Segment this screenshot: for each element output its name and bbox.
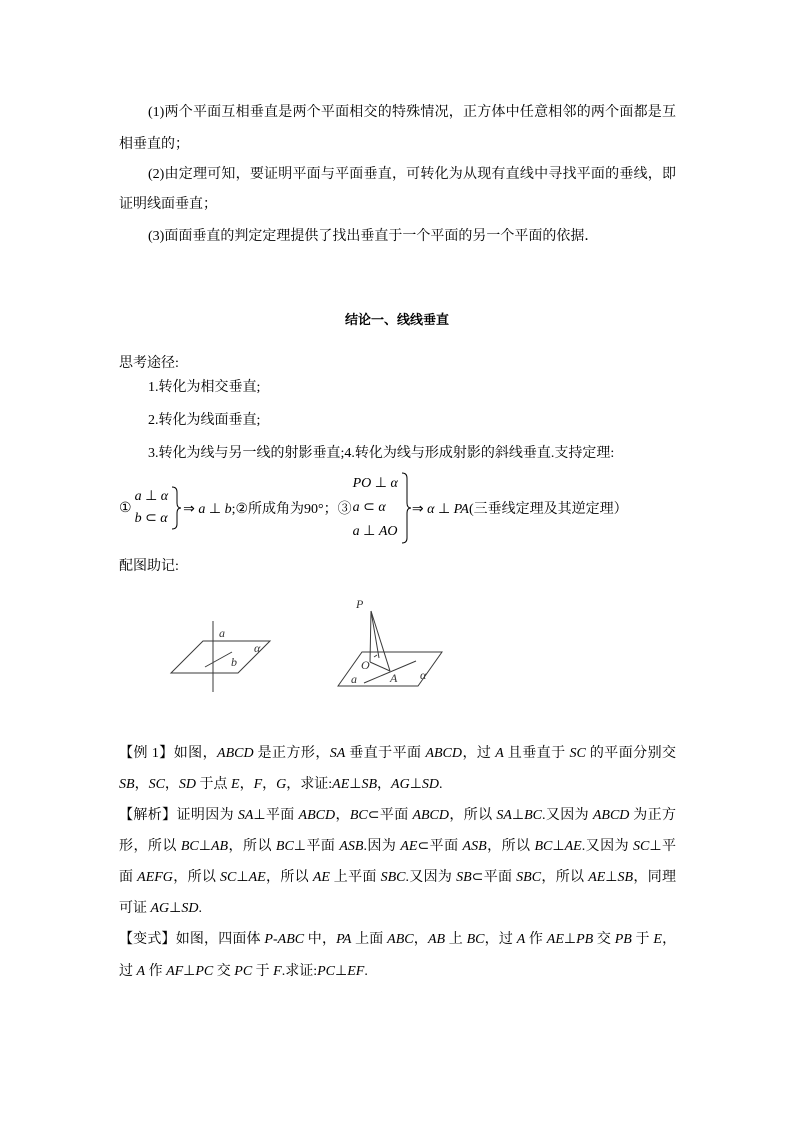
- math-variable: ABCD: [425, 746, 463, 761]
- math-variable: α: [378, 500, 386, 515]
- approach-label: 思考途径:: [119, 356, 179, 371]
- figure-line-perpendicular-plane: [160, 612, 290, 702]
- figure-caption: 配图助记:: [119, 559, 179, 574]
- math-variable: PO: [352, 476, 372, 491]
- math-variable: AE: [332, 777, 350, 792]
- premise-1-1: a ⊥ α: [134, 489, 169, 504]
- math-variable: a: [198, 502, 206, 517]
- math-variable: BC: [275, 839, 294, 854]
- note-1-line-2: 相垂直的；: [119, 137, 189, 152]
- line-b-segment: [205, 652, 232, 667]
- variant-line-1: 【变式】如图，四面体 P-ABC 中，PA 上面 ABC，AB 上 BC，过 A 作 AE⊥PB 交 PB 于 E，: [119, 932, 677, 947]
- math-variable: A: [136, 964, 146, 979]
- segment-oa: [370, 662, 390, 671]
- plane-alpha-label: α: [254, 641, 261, 655]
- math-variable: P: [264, 932, 273, 947]
- note-1-line-1: (1)两个平面互相垂直是两个平面相交的特殊情况，正方体中任意相邻的两个面都是互: [148, 105, 676, 120]
- math-variable: ASB: [462, 839, 487, 854]
- math-variable: PC: [234, 964, 253, 979]
- math-variable: b: [134, 511, 142, 526]
- point-a-label: A: [390, 671, 398, 685]
- math-variable: AF: [166, 964, 184, 979]
- note-2-line-2: 证明线面垂直；: [119, 197, 217, 212]
- math-variable: b: [224, 502, 232, 517]
- math-variable: F: [253, 777, 263, 792]
- approach-item-1: 1.转化为相交垂直;: [148, 380, 261, 395]
- math-variable: A: [495, 746, 504, 761]
- math-variable: AEFG: [137, 870, 173, 885]
- math-variable: SD: [421, 777, 440, 792]
- math-variable: ABCD: [298, 808, 336, 823]
- math-variable: AE: [546, 932, 564, 947]
- premise-1-2: b ⊂ α: [134, 511, 168, 526]
- math-variable: SD: [178, 777, 197, 792]
- figure-three-perpendiculars: [330, 595, 450, 695]
- section-heading: 结论一、线线垂直: [344, 313, 449, 328]
- math-variable: G: [276, 777, 287, 792]
- math-variable: SB: [456, 870, 472, 885]
- segment-pa: [371, 611, 390, 671]
- note-3-line-1: (3)面面垂直的判定定理提供了找出垂直于一个平面的另一个平面的依据．: [148, 229, 599, 244]
- example-line-1: 【例 1】如图，ABCD 是正方形，SA 垂直于平面 ABCD，过 A 且垂直于 SC 的平面分别交: [119, 746, 677, 761]
- math-variable: ABCD: [217, 746, 254, 761]
- math-variable: AB: [210, 839, 229, 854]
- math-variable: a: [352, 500, 360, 515]
- math-variable: a: [134, 489, 142, 504]
- math-variable: ABC: [277, 932, 305, 947]
- math-variable: SB: [617, 870, 634, 885]
- math-variable: SC: [569, 746, 586, 761]
- math-variable: a: [352, 524, 360, 539]
- math-variable: AE: [248, 870, 266, 885]
- solution-line-3: 面 AEFG，所以 SC⊥AE，所以 AE 上平面 SBC.又因为 SB⊂平面 SBC，所以 AE⊥SB，同理: [119, 870, 677, 885]
- math-variable: PC: [317, 964, 335, 979]
- math-variable: BC: [534, 839, 553, 854]
- variant-line-2: 过 A 作 AF⊥PC 交 PC 于 F.求证:PC⊥EF.: [119, 964, 368, 979]
- line-a-label: a: [351, 672, 357, 686]
- math-variable: E: [231, 777, 240, 792]
- math-variable: AE: [564, 839, 582, 854]
- math-variable: ABCD: [592, 808, 630, 823]
- approach-item-2: 2.转化为线面垂直;: [148, 413, 261, 428]
- math-variable: AB: [427, 932, 446, 947]
- math-variable: SC: [633, 839, 650, 854]
- math-variable: PA: [453, 502, 469, 517]
- segment-p-foot: [371, 611, 379, 658]
- math-variable: A: [516, 932, 526, 947]
- line-b-label: b: [231, 655, 237, 669]
- solution-line-2: 形，所以 BC⊥AB，所以 BC⊥平面 ASB.因为 AE⊂平面 ASB，所以 BC⊥AE.又因为 SC⊥平: [119, 839, 677, 854]
- math-variable: α: [427, 502, 435, 517]
- segment-po: [370, 611, 371, 662]
- math-variable: PA: [336, 932, 352, 947]
- plane-alpha-label: α: [420, 668, 427, 682]
- math-variable: AE: [400, 839, 418, 854]
- math-variable: SA: [496, 808, 512, 823]
- right-angle-mark: [374, 655, 377, 657]
- math-variable: SBC: [516, 870, 542, 885]
- math-variable: α: [390, 476, 398, 491]
- math-variable: α: [160, 511, 168, 526]
- approach-item-3: 3.转化为线与另一线的射影垂直;4.转化为线与形成射影的斜线垂直.支持定理:: [148, 446, 615, 461]
- math-variable: SBC: [380, 870, 406, 885]
- theorem-formula: [119, 470, 628, 546]
- premise-2-2: a ⊂ α: [352, 500, 386, 515]
- math-variable: AE: [312, 870, 330, 885]
- math-variable: AG: [391, 777, 410, 792]
- point-o-label: O: [361, 658, 370, 672]
- math-variable: BC: [180, 839, 199, 854]
- right-brace-1: [171, 486, 181, 530]
- math-variable: ABC: [387, 932, 414, 947]
- math-variable: α: [160, 489, 169, 504]
- math-variable: ASB: [339, 839, 364, 854]
- math-variable: SB: [361, 777, 378, 792]
- theorem-marker: ①: [119, 500, 132, 516]
- math-variable: BC: [466, 932, 485, 947]
- solution-line-1: 【解析】证明因为 SA⊥平面 ABCD，BC⊂平面 ABCD，所以 SA⊥BC.又因为 ABCD 为正方: [119, 808, 677, 823]
- math-variable: E: [653, 932, 662, 947]
- math-variable: PB: [576, 932, 594, 947]
- math-variable: SC: [148, 777, 165, 792]
- math-variable: F: [273, 964, 282, 979]
- math-variable: AG: [150, 901, 170, 916]
- math-variable: PB: [614, 932, 632, 947]
- theorem-conclusion: ⇒ α ⊥ PA(三垂线定理及其逆定理）: [411, 502, 628, 517]
- math-variable: SD: [181, 901, 199, 916]
- math-variable: AO: [378, 524, 398, 539]
- premise-group-1: [135, 486, 169, 530]
- math-variable: BC: [524, 808, 543, 823]
- math-variable: SA: [237, 808, 254, 823]
- math-variable: ABCD: [412, 808, 450, 823]
- math-variable: SA: [329, 746, 346, 761]
- premise-2-1: PO ⊥ α: [352, 476, 398, 491]
- point-p-label: P: [356, 597, 364, 611]
- premise-2-3: a ⊥ AO: [352, 524, 398, 539]
- math-variable: SB: [119, 777, 135, 792]
- math-variable: SC: [220, 870, 237, 885]
- math-variable: EF: [347, 964, 365, 979]
- premise-group-2: [353, 472, 398, 544]
- note-2-line-1: (2)由定理可知，要证明平面与平面垂直，可转化为从现有直线中寻找平面的垂线，即: [148, 167, 676, 182]
- solution-line-4: 可证 AG⊥SD.: [119, 901, 202, 916]
- math-variable: PC: [195, 964, 214, 979]
- line-a-label: a: [219, 626, 225, 640]
- math-variable: BC: [349, 808, 368, 823]
- right-brace-2: [401, 472, 411, 544]
- theorem-middle: ⇒ a ⊥ b;②所成角为90°；③: [183, 502, 352, 517]
- example-line-2: SB，SC，SD 于点 E，F，G，求证:AE⊥SB，AG⊥SD.: [119, 777, 443, 792]
- math-variable: AE: [588, 870, 606, 885]
